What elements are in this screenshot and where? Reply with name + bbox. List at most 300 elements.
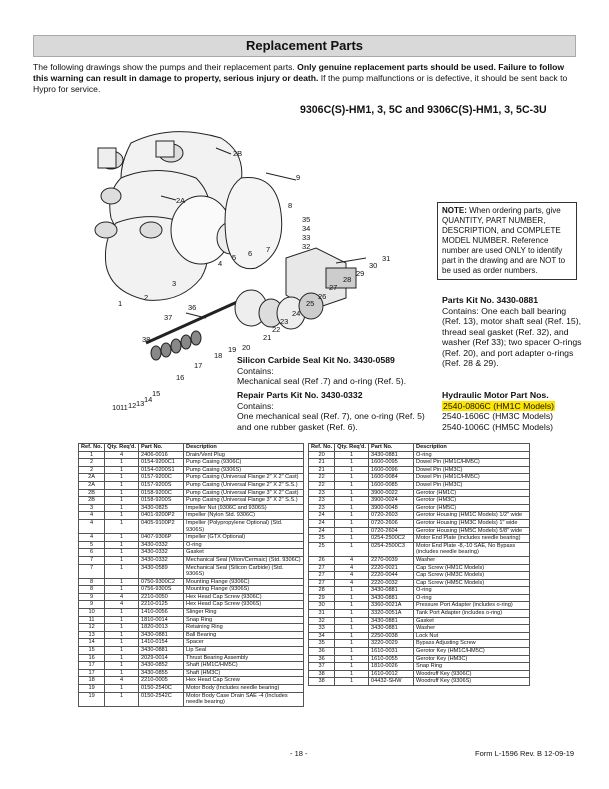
qty-cell: 1 xyxy=(335,519,369,527)
part-no-cell: 3360-0021A xyxy=(369,602,414,610)
part-no-cell: 1600-0096 xyxy=(369,466,414,474)
description-cell: O-ring xyxy=(414,587,530,595)
qty-cell: 1 xyxy=(335,678,369,686)
description-cell: Dowel Pin (HM3C) xyxy=(414,466,530,474)
part-no-cell: 0720-2604 xyxy=(369,527,414,535)
table-row xyxy=(309,481,530,489)
table-row xyxy=(309,594,530,602)
table-row xyxy=(79,564,304,578)
ref-cell: 2A xyxy=(79,481,105,489)
ref-cell: 22 xyxy=(309,481,335,489)
table-row xyxy=(309,474,530,482)
description-cell: Slinger Ring xyxy=(184,609,304,617)
table-row xyxy=(309,489,530,497)
table-row xyxy=(309,663,530,671)
parts-kit xyxy=(442,295,582,369)
callout: 36 xyxy=(188,303,197,312)
callout: 23 xyxy=(280,317,289,326)
callout: 27 xyxy=(329,283,338,292)
part-no-cell: 0401-9200P2 xyxy=(139,512,184,520)
qty-cell: 1 xyxy=(105,586,139,594)
description-cell: Cap Screw (HM3C Models) xyxy=(414,572,530,580)
ref-cell: 9 xyxy=(79,601,105,609)
ref-cell: 23 xyxy=(309,489,335,497)
description-cell: Shaft (HM1C/HM5C) xyxy=(184,662,304,670)
qty-cell: 1 xyxy=(335,512,369,520)
parts-kit-title: Parts Kit No. 3430-0881 xyxy=(442,295,539,305)
qty-cell: 1 xyxy=(335,632,369,640)
ref-cell: 33 xyxy=(309,625,335,633)
ref-cell: 32 xyxy=(309,617,335,625)
description-cell: Hex Head Cap Screw (9306C) xyxy=(184,593,304,601)
part-no-cell: 0154-9200C1 xyxy=(139,459,184,467)
description-cell: Impeller (Nylon Std. 9306C) xyxy=(184,512,304,520)
description-cell: Ball Bearing xyxy=(184,631,304,639)
description-cell: Gerotor Key (HM3C) xyxy=(414,655,530,663)
table-row xyxy=(79,541,304,549)
table-row xyxy=(79,504,304,512)
ref-cell: 25 xyxy=(309,535,335,543)
intro-warning-1: Only genuine replacement parts should be used. xyxy=(297,62,496,72)
page-number: - 18 - xyxy=(290,749,308,758)
ref-cell: 25 xyxy=(309,542,335,556)
description-cell: Retaining Ring xyxy=(184,624,304,632)
qty-cell: 1 xyxy=(105,616,139,624)
table-row xyxy=(309,579,530,587)
repair-kit-text: One mechanical seal (Ref. 7), one o-ring (Ref. 5) and one rubber gasket (Ref. 6). xyxy=(237,411,425,432)
part-no-cell: 1600-0095 xyxy=(369,459,414,467)
table-row xyxy=(309,632,530,640)
qty-cell: 1 xyxy=(335,466,369,474)
qty-cell: 1 xyxy=(105,459,139,467)
table-row xyxy=(309,610,530,618)
intro-warning-2: Failure to follow this warning can result in damage to property, serious injury or death. xyxy=(33,62,565,83)
callout: 12 xyxy=(128,401,137,410)
ref-cell: 20 xyxy=(309,451,335,459)
description-cell: Motor Body (Includes needle bearing) xyxy=(184,685,304,693)
ref-cell: 8 xyxy=(79,578,105,586)
col-qty: Qty. Req'd. xyxy=(335,444,369,452)
part-no-cell: 0150-2542C xyxy=(139,692,184,706)
qty-cell: 1 xyxy=(105,624,139,632)
ref-cell: 2 xyxy=(79,466,105,474)
ref-cell: 27 xyxy=(309,579,335,587)
ref-cell: 11 xyxy=(79,616,105,624)
description-cell: Lock Nut xyxy=(414,632,530,640)
ref-cell: 2 xyxy=(79,459,105,467)
qty-cell: 4 xyxy=(335,556,369,564)
ref-cell: 37 xyxy=(309,663,335,671)
table-row xyxy=(79,685,304,693)
description-cell: Dowel Pin (HM1C/HM5C) xyxy=(414,474,530,482)
part-no-cell: 0158-9200S xyxy=(139,497,184,505)
description-cell: Gerotor Housing (HM5C Models) 5/8" wide xyxy=(414,527,530,535)
qty-cell: 1 xyxy=(335,617,369,625)
sic-kit-title: Silicon Carbide Seal Kit No. 3430-0589 xyxy=(237,355,395,365)
callout: 29 xyxy=(356,269,365,278)
table-row xyxy=(79,512,304,520)
qty-cell: 1 xyxy=(105,519,139,533)
description-cell: Gasket xyxy=(184,549,304,557)
table-row xyxy=(79,662,304,670)
part-no-cell: 3430-0852 xyxy=(139,662,184,670)
table-row xyxy=(309,678,530,686)
callout: 1 xyxy=(118,299,123,308)
description-cell: Bypass Adjusting Screw xyxy=(414,640,530,648)
part-no-cell: 3430-0881 xyxy=(369,617,414,625)
ref-cell: 14 xyxy=(79,639,105,647)
part-no-cell: 2406-0016 xyxy=(139,451,184,459)
part-no-cell: 1600-0084 xyxy=(369,474,414,482)
parts-kit-text: Contains: One each ball bearing (Ref. 13), motor shaft seal (Ref. 15), thread seal gasket (Ref. 32), and washer (Ref 33); two spacer O-rings (Ref. 20), and port adapter o-rings (Ref. 28 & 29). xyxy=(442,305,582,368)
part-no-cell: 3430-0881 xyxy=(139,631,184,639)
qty-cell: 4 xyxy=(335,579,369,587)
qty-cell: 1 xyxy=(335,594,369,602)
callout: 2 xyxy=(144,293,149,302)
qty-cell: 1 xyxy=(335,497,369,505)
ref-cell: 8 xyxy=(79,586,105,594)
description-cell: Motor End Plate (includes needle bearing) xyxy=(414,535,530,543)
callout: 30 xyxy=(369,261,378,270)
ref-cell: 38 xyxy=(309,678,335,686)
table-row xyxy=(309,572,530,580)
table-row xyxy=(309,497,530,505)
part-no-cell: 0157-9200S xyxy=(139,481,184,489)
qty-cell: 4 xyxy=(105,593,139,601)
hyd-part-2: 2540-1606C (HM3C Models) xyxy=(442,411,554,421)
callout: 2B xyxy=(233,149,243,158)
col-desc: Description xyxy=(184,444,304,452)
table-row xyxy=(309,587,530,595)
table-row xyxy=(79,609,304,617)
ref-cell: 15 xyxy=(79,647,105,655)
part-no-cell: 04432-SHW xyxy=(369,678,414,686)
ref-cell: 6 xyxy=(79,549,105,557)
model-title: 9306C(S)-HM1, 3, 5C and 9306C(S)-HM1, 3, 5C-3U xyxy=(300,104,547,116)
table-row xyxy=(79,677,304,685)
repair-kit-title: Repair Parts Kit No. 3430-0332 xyxy=(237,390,363,400)
part-no-cell: 3430-0332 xyxy=(139,541,184,549)
description-cell: Impeller Nut (9306C and 9306S) xyxy=(184,504,304,512)
callout: 9 xyxy=(296,173,301,182)
ref-cell: 7 xyxy=(79,556,105,564)
qty-cell: 1 xyxy=(105,564,139,578)
part-no-cell: 1410-0056 xyxy=(139,609,184,617)
part-no-cell: 3220-0029 xyxy=(369,640,414,648)
callout: 19 xyxy=(228,345,237,354)
ref-cell: 38 xyxy=(309,670,335,678)
callout: 13 xyxy=(136,399,145,408)
table-row xyxy=(79,556,304,564)
ref-cell: 13 xyxy=(79,631,105,639)
ref-cell: 29 xyxy=(309,594,335,602)
repair-kit-contains: Contains: xyxy=(237,400,274,411)
qty-cell: 1 xyxy=(105,669,139,677)
qty-cell: 4 xyxy=(105,451,139,459)
table-row xyxy=(79,519,304,533)
qty-cell: 1 xyxy=(105,631,139,639)
ref-cell: 2B xyxy=(79,489,105,497)
part-no-cell: 3430-0881 xyxy=(369,587,414,595)
ref-cell: 19 xyxy=(79,685,105,693)
table-row xyxy=(309,640,530,648)
table-row xyxy=(79,578,304,586)
description-cell: Mounting Flange (9306C) xyxy=(184,578,304,586)
table-row xyxy=(79,534,304,542)
description-cell: Gerotor (HM5C) xyxy=(414,504,530,512)
callout: 17 xyxy=(194,361,203,370)
callout: 31 xyxy=(382,254,391,263)
part-no-cell: 3430-0881 xyxy=(369,451,414,459)
description-cell: Snap Ring xyxy=(414,663,530,671)
part-no-cell: 3900-0022 xyxy=(369,489,414,497)
description-cell: Motor Body Case Drain SAE -4 (Includes needle bearing) xyxy=(184,692,304,706)
table-row xyxy=(79,647,304,655)
description-cell: Shaft (HM3C) xyxy=(184,669,304,677)
table-row xyxy=(309,459,530,467)
description-cell: Pump Casing (Universal Flange 3" X 2" S.S.) xyxy=(184,497,304,505)
callout: 3 xyxy=(172,279,177,288)
part-no-cell: 3430-0881 xyxy=(139,647,184,655)
qty-cell: 1 xyxy=(105,489,139,497)
description-cell: Impeller (Polypropylene Optional) (Std. 9306S) xyxy=(184,519,304,533)
table-row xyxy=(79,616,304,624)
qty-cell: 1 xyxy=(335,655,369,663)
callout: 2A xyxy=(176,196,186,205)
description-cell: Gerotor Key (HM1C/HM5C) xyxy=(414,648,530,656)
table-row xyxy=(79,459,304,467)
callout: 8 xyxy=(288,201,293,210)
description-cell: Mechanical Seal (Silicon Carbide) (Std. 9306S) xyxy=(184,564,304,578)
ref-cell: 24 xyxy=(309,512,335,520)
table-row xyxy=(79,549,304,557)
part-no-cell: 1610-0012 xyxy=(369,670,414,678)
ref-cell: 18 xyxy=(79,677,105,685)
description-cell: Snap Ring xyxy=(184,616,304,624)
qty-cell: 1 xyxy=(105,534,139,542)
note-text: When ordering parts, give QUANTITY, PART NUMBER, DESCRIPTION, and COMPLETE MODEL NUMBER. Reference number are used ONLY to identify part in the drawing and are NOT to be used as order numbers. xyxy=(442,206,566,275)
note-heading: NOTE: xyxy=(442,206,467,215)
description-cell: Gerotor Housing (HM1C Models) 1/2" wide xyxy=(414,512,530,520)
part-no-cell: 0750-9300C2 xyxy=(139,578,184,586)
callout: 25 xyxy=(306,299,315,308)
table-row xyxy=(79,497,304,505)
description-cell: Pump Casing (Universal Flange 3" X 2" Cast) xyxy=(184,489,304,497)
ref-cell: 27 xyxy=(309,572,335,580)
table-row xyxy=(309,535,530,543)
table-row xyxy=(79,474,304,482)
qty-cell: 1 xyxy=(105,497,139,505)
qty-cell: 4 xyxy=(335,564,369,572)
table-row xyxy=(79,669,304,677)
qty-cell: 1 xyxy=(335,459,369,467)
ref-cell: 3 xyxy=(79,504,105,512)
qty-cell: 1 xyxy=(335,542,369,556)
callout: 4 xyxy=(218,259,223,268)
part-no-cell: 2220-0021 xyxy=(369,564,414,572)
description-cell: Dowel Pin (HM3C) xyxy=(414,481,530,489)
sic-seal-kit xyxy=(237,355,437,387)
ref-cell: 36 xyxy=(309,648,335,656)
part-no-cell: 0150-2540C xyxy=(139,685,184,693)
description-cell: O-ring xyxy=(414,451,530,459)
intro-text: The following drawings show the pumps and their replacement parts. xyxy=(33,62,298,72)
col-qty: Qty. Req'd. xyxy=(105,444,139,452)
ref-cell: 23 xyxy=(309,504,335,512)
part-no-cell: 3430-0881 xyxy=(369,625,414,633)
col-ref: Ref. No. xyxy=(309,444,335,452)
part-no-cell: 0157-9200C xyxy=(139,474,184,482)
intro-paragraph xyxy=(33,62,578,95)
qty-cell: 1 xyxy=(335,481,369,489)
col-ref: Ref. No. xyxy=(79,444,105,452)
ref-cell: 7 xyxy=(79,564,105,578)
hyd-part-3: 2540-1006C (HM5C Models) xyxy=(442,421,554,432)
part-no-cell: 1610-0031 xyxy=(369,648,414,656)
part-no-cell: 0407-9306P xyxy=(139,534,184,542)
table-row xyxy=(79,639,304,647)
part-no-cell: 0756-9300S xyxy=(139,586,184,594)
table-row xyxy=(79,692,304,706)
part-no-cell: 1600-0085 xyxy=(369,481,414,489)
parts-table-left xyxy=(78,443,304,707)
hyd-part-highlighted: 2540-0806C (HM1C Models) xyxy=(443,400,555,411)
table-header-row xyxy=(79,444,304,452)
ref-cell: 30 xyxy=(309,602,335,610)
ref-cell: 5 xyxy=(79,541,105,549)
description-cell: Spacer xyxy=(184,639,304,647)
description-cell: O-ring xyxy=(414,594,530,602)
description-cell: Pressure Port Adapter (includes o-ring) xyxy=(414,602,530,610)
table-row xyxy=(309,527,530,535)
table-row xyxy=(309,519,530,527)
description-cell: Washer xyxy=(414,625,530,633)
intro-text-2: If the pump malfunctions or is defective, it should be sent back to Hypro for service. xyxy=(33,73,568,94)
ref-cell: 22 xyxy=(309,474,335,482)
part-no-cell: 2210-0050 xyxy=(139,593,184,601)
table-row xyxy=(309,602,530,610)
description-cell: Tank Port Adapter (includes o-ring) xyxy=(414,610,530,618)
qty-cell: 4 xyxy=(105,601,139,609)
part-no-cell: 0158-9200C xyxy=(139,489,184,497)
qty-cell: 1 xyxy=(335,670,369,678)
qty-cell: 1 xyxy=(105,647,139,655)
table-row xyxy=(79,654,304,662)
description-cell: Hex Head Cap Screw xyxy=(184,677,304,685)
ref-cell: 35 xyxy=(309,640,335,648)
table-row xyxy=(309,648,530,656)
callout: 35 xyxy=(302,215,311,224)
table-row xyxy=(309,670,530,678)
ref-cell: 21 xyxy=(309,459,335,467)
ref-cell: 2A xyxy=(79,474,105,482)
table-row xyxy=(309,451,530,459)
qty-cell: 1 xyxy=(335,610,369,618)
qty-cell: 1 xyxy=(335,527,369,535)
callout: 20 xyxy=(242,343,251,352)
table-row xyxy=(309,655,530,663)
description-cell: Lip Seal xyxy=(184,647,304,655)
ref-cell: 4 xyxy=(79,512,105,520)
ref-cell: 16 xyxy=(79,654,105,662)
qty-cell: 4 xyxy=(335,572,369,580)
description-cell: Pump Casing (9306S) xyxy=(184,466,304,474)
table-row xyxy=(309,617,530,625)
qty-cell: 1 xyxy=(335,489,369,497)
ref-cell: 34 xyxy=(309,632,335,640)
callout: 34 xyxy=(302,224,311,233)
part-no-cell: 1610-0055 xyxy=(369,655,414,663)
ref-cell: 1 xyxy=(79,451,105,459)
ref-cell: 31 xyxy=(309,610,335,618)
part-no-cell: 1810-0026 xyxy=(369,663,414,671)
part-no-cell: 0254-2500C3 xyxy=(369,542,414,556)
description-cell: Gerotor Housing (HM3C Models) 1" wide xyxy=(414,519,530,527)
hyd-title: Hydraulic Motor Part Nos. xyxy=(442,390,549,400)
qty-cell: 1 xyxy=(335,625,369,633)
table-row xyxy=(79,466,304,474)
callout: 18 xyxy=(214,351,223,360)
part-no-cell: 2270-0039 xyxy=(369,556,414,564)
page-title-bar xyxy=(33,35,576,57)
part-no-cell: 0154-0200S1 xyxy=(139,466,184,474)
callout: 7 xyxy=(266,245,271,254)
description-cell: Impeller (GTX Optional) xyxy=(184,534,304,542)
table-header-row xyxy=(309,444,530,452)
page-title: Replacement Parts xyxy=(245,38,364,53)
qty-cell: 1 xyxy=(105,692,139,706)
table-row xyxy=(79,481,304,489)
table-row xyxy=(309,564,530,572)
part-no-cell: 0405-9100P2 xyxy=(139,519,184,533)
form-number: Form L-1596 Rev. B 12-09-19 xyxy=(475,749,575,758)
qty-cell: 1 xyxy=(105,504,139,512)
ref-cell: 4 xyxy=(79,519,105,533)
seal-stack xyxy=(151,331,201,360)
col-desc: Description xyxy=(414,444,530,452)
qty-cell: 1 xyxy=(335,474,369,482)
description-cell: Woodruff Key (9306S) xyxy=(414,678,530,686)
col-part: Part No. xyxy=(369,444,414,452)
ref-cell: 2B xyxy=(79,497,105,505)
parts-table-right xyxy=(308,443,530,686)
ref-cell: 10 xyxy=(79,609,105,617)
callout: 28 xyxy=(343,275,352,284)
qty-cell: 1 xyxy=(105,541,139,549)
ref-cell: 17 xyxy=(79,669,105,677)
sic-kit-contains: Contains: xyxy=(237,365,274,376)
table-row xyxy=(79,631,304,639)
ref-cell: 28 xyxy=(309,587,335,595)
part-no-cell: 2029-0014 xyxy=(139,654,184,662)
ref-cell: 21 xyxy=(309,466,335,474)
qty-cell: 1 xyxy=(105,549,139,557)
callout: 16 xyxy=(176,373,185,382)
part-no-cell: 0254-2500C2 xyxy=(369,535,414,543)
qty-cell: 1 xyxy=(105,609,139,617)
part-no-cell: 3430-0332 xyxy=(139,549,184,557)
part-no-cell: 3900-0048 xyxy=(369,504,414,512)
ref-cell: 17 xyxy=(79,662,105,670)
part-no-cell: 2220-0044 xyxy=(369,572,414,580)
qty-cell: 4 xyxy=(105,677,139,685)
ref-cell: 12 xyxy=(79,624,105,632)
callout: 21 xyxy=(263,333,272,342)
part-no-cell: 2210-0005 xyxy=(139,677,184,685)
callout: 10 xyxy=(112,403,121,412)
ref-cell: 24 xyxy=(309,519,335,527)
table-row xyxy=(79,593,304,601)
